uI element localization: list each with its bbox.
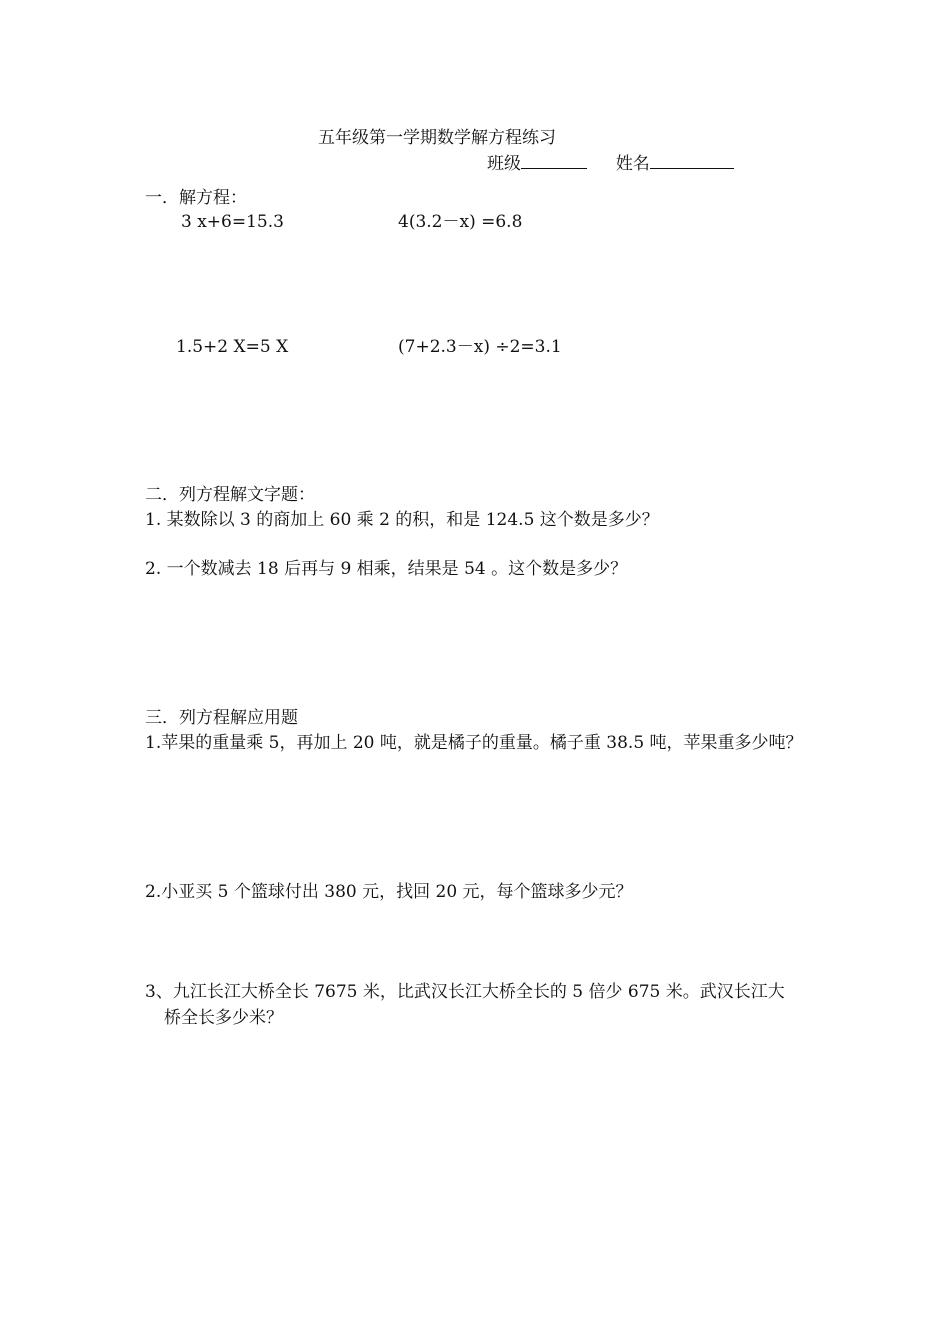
section2-heading: 二．列方程解文字题： — [145, 485, 315, 505]
class-name-row — [487, 152, 734, 175]
section3-heading: 三．列方程解应用题 — [145, 708, 298, 728]
section3-question-2: 2.小亚买 5 个篮球付出 380 元，找回 20 元，每个篮球多少元？ — [145, 882, 633, 902]
page-title: 五年级第一学期数学解方程练习 — [318, 128, 556, 148]
section3-question-3-cont: 桥全长多少米？ — [164, 1008, 283, 1028]
section3-question-3: 3、九江长江大桥全长 7675 米，比武汉长江大桥全长的 5 倍少 675 米。武汉长江大 — [145, 982, 785, 1002]
section1-heading: 一．解方程： — [145, 188, 247, 208]
name-blank[interactable] — [650, 152, 734, 169]
section2-question-1: 1. 某数除以 3 的商加上 60 乘 2 的积，和是 124.5 这个数是多少？ — [145, 510, 659, 530]
class-label: 班级 — [487, 154, 521, 174]
class-blank[interactable] — [521, 152, 587, 169]
equation-2: 4(3.2－x) =6.8 — [398, 212, 523, 232]
section3-question-1: 1.苹果的重量乘 5，再加上 20 吨，就是橘子的重量。橘子重 38.5 吨，苹果重多少吨？ — [145, 733, 803, 753]
equation-1: 3 x+6=15.3 — [181, 212, 284, 232]
equation-4: (7+2.3－x) ÷2=3.1 — [398, 337, 562, 357]
equation-3: 1.5+2 X=5 X — [176, 337, 289, 357]
section2-question-2: 2. 一个数减去 18 后再与 9 相乘，结果是 54 。这个数是多少？ — [145, 559, 628, 579]
name-label: 姓名 — [615, 154, 650, 174]
